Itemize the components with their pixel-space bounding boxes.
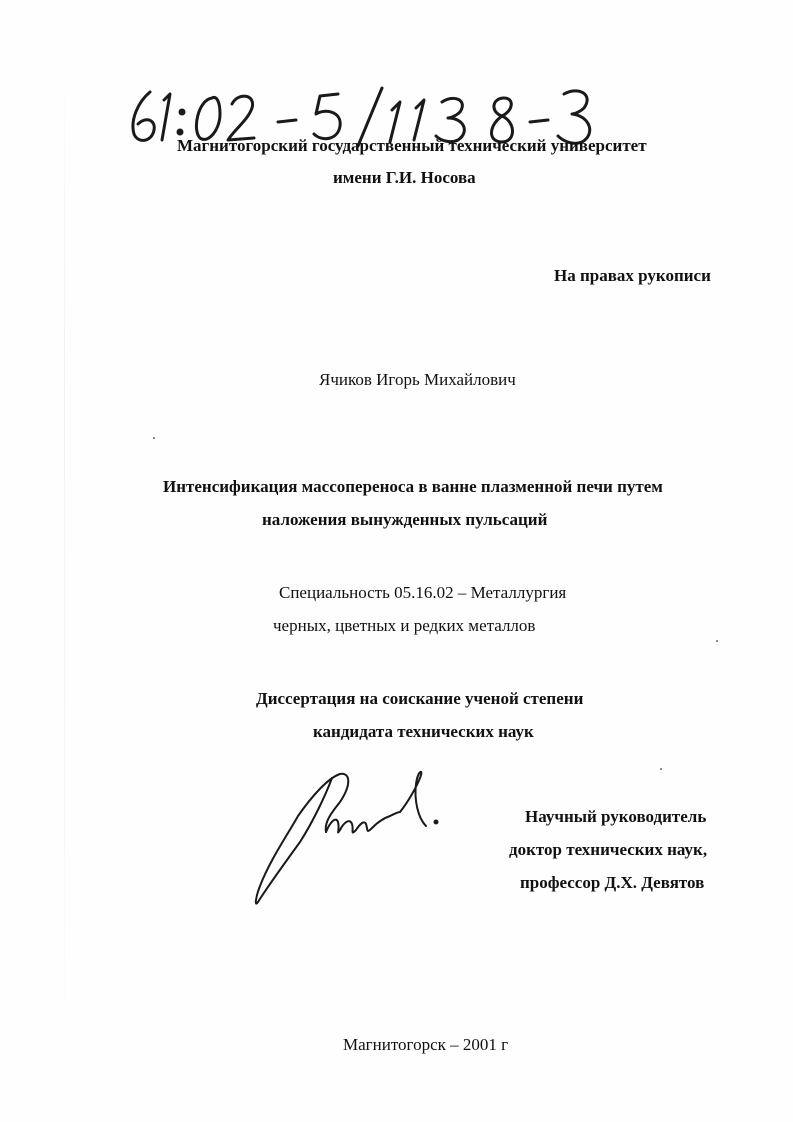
university-named-after: имени Г.И. Носова: [333, 168, 476, 187]
handwritten-signature: [240, 760, 460, 910]
city-year: Магнитогорск – 2001 г: [343, 1035, 509, 1054]
dissertation-title-line2: наложения вынужденных пульсаций: [262, 510, 548, 529]
university-name: Магнитогорский государственный технический университет: [177, 136, 647, 155]
degree-line2: кандидата технических наук: [313, 722, 534, 741]
supervisor-degree: доктор технических наук,: [509, 840, 708, 859]
scan-speck: [660, 768, 662, 770]
specialty-line2: черных, цветных и редких металлов: [273, 616, 536, 635]
supervisor-title: Научный руководитель: [525, 807, 707, 826]
scan-speck: [153, 437, 155, 439]
scan-edge: [64, 60, 65, 1060]
scan-speck: [716, 640, 718, 642]
specialty-line1: Специальность 05.16.02 – Металлургия: [279, 583, 567, 602]
dissertation-title-line1: Интенсификация массопереноса в ванне плазменной печи путем: [163, 477, 663, 496]
supervisor-name: профессор Д.Х. Девятов: [520, 873, 705, 892]
author-name: Ячиков Игорь Михайлович: [319, 370, 516, 389]
rights-notice: На правах рукописи: [554, 266, 711, 285]
degree-line1: Диссертация на соискание ученой степени: [256, 689, 584, 708]
